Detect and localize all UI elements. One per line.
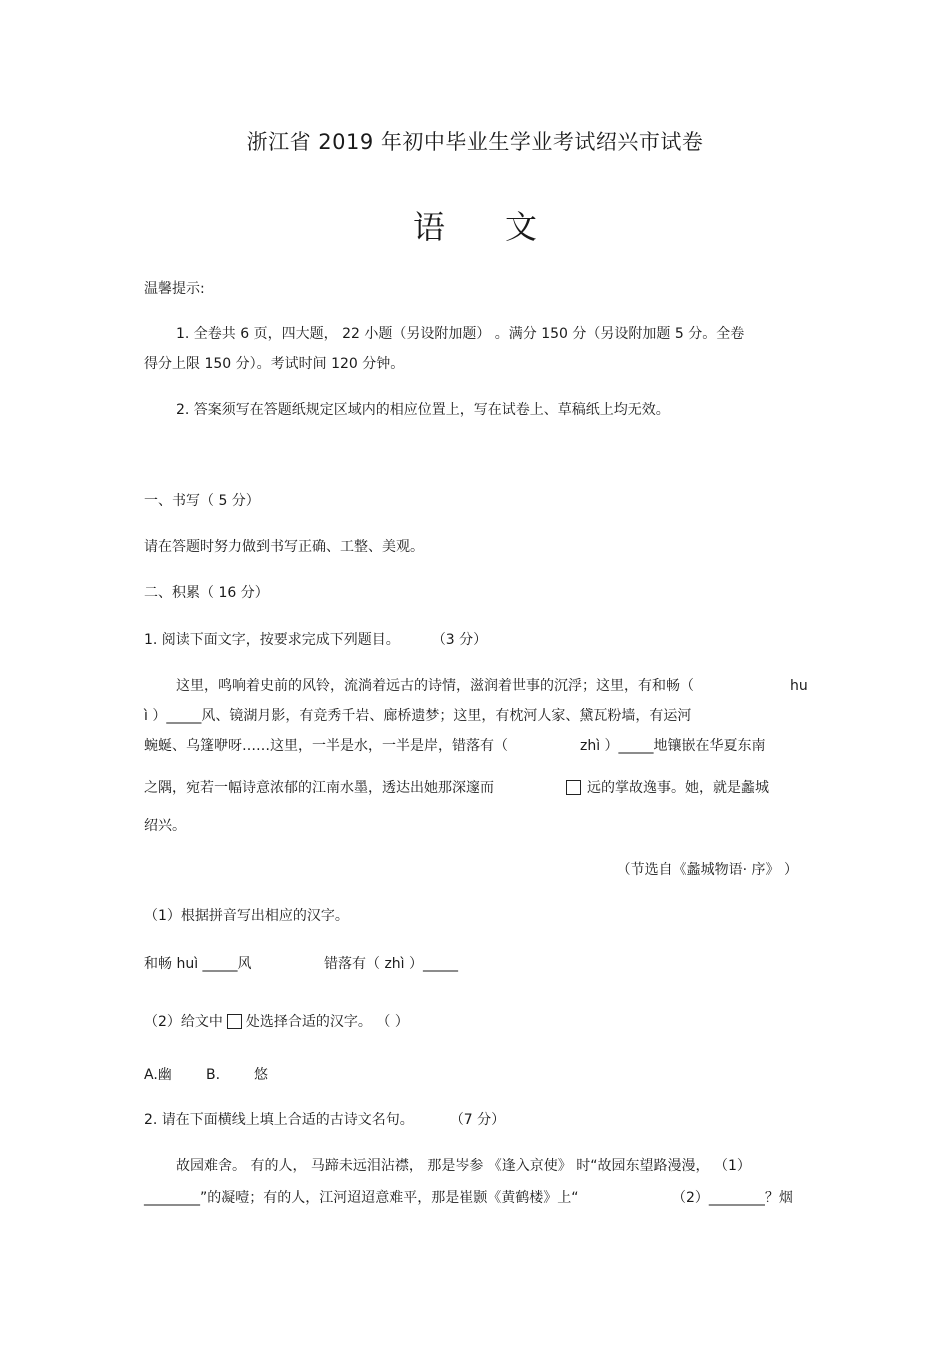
q2-stem-text: 2. 请在下面横线上填上合适的古诗文名句。 xyxy=(144,1112,414,1128)
blank-box xyxy=(566,780,581,795)
exam-title: 浙江省 2019 年初中毕业生学业考试绍兴市试卷 xyxy=(246,130,704,154)
notice-item-2: 2. 答案须写在答题纸规定区域内的相应位置上，写在试卷上、草稿纸上均无效。 xyxy=(176,402,670,418)
q1-stem-text: 1. 阅读下面文字，按要求完成下列题目。 xyxy=(144,632,400,648)
subject-heading xyxy=(0,207,950,247)
q1-passage-line-4: 之隅，宛若一幅诗意浓郁的江南水墨，透达出她那深邃而 xyxy=(144,780,494,796)
q2-score: （7 分） xyxy=(449,1112,506,1128)
q1-option-b-text: 悠 xyxy=(254,1067,268,1083)
q1-option-a: A.幽 xyxy=(144,1067,172,1083)
q1-sub1: （1）根据拼音写出相应的汉字。 xyxy=(144,908,349,924)
q2-passage-line-2-end: （2）________？烟 xyxy=(672,1190,793,1206)
q1-source: （节选自《蠡城物语· 序》 ） xyxy=(616,862,798,878)
notice-item-1: 1. 全卷共 6 页，四大题， 22 小题（另设附加题） 。满分 150 分（另设附加题 5 分。全卷 xyxy=(176,326,745,342)
blank-box xyxy=(227,1014,242,1029)
notice-item-1-cont: 得分上限 150 分）。考试时间 120 分钟。 xyxy=(144,356,405,372)
q1-passage-line-3-end: zhì ）_____地镶嵌在华夏东南 xyxy=(580,738,766,754)
q1-fill-b: 错落有（ zhì ）_____ xyxy=(324,956,459,972)
notice-heading: 温馨提示: xyxy=(144,281,205,297)
q1-score: （3 分） xyxy=(431,632,488,648)
section2-heading: 二、积累（ 16 分） xyxy=(144,585,269,601)
subject-char: 文 xyxy=(505,208,538,246)
q1-passage-line-4-tail: 远的掌故逸事。她，就是蠡城 xyxy=(587,780,769,796)
subject-char: 语 xyxy=(412,208,445,246)
section1-text: 请在答题时努力做到书写正确、工整、美观。 xyxy=(144,539,424,555)
section1-heading: 一、书写（ 5 分） xyxy=(144,493,260,509)
q1-passage-line-5: 绍兴。 xyxy=(144,818,186,834)
q1-passage-line-1: 这里，鸣响着史前的风铃，流淌着远古的诗情，滋润着世事的沉浮；这里，有和畅（ xyxy=(176,678,694,694)
q1-stem xyxy=(144,630,487,650)
q1-option-b: B. xyxy=(206,1067,221,1083)
q1-passage-line-4-end xyxy=(566,778,769,798)
q1-sub2-text: （2）给文中 xyxy=(144,1014,223,1030)
q2-passage-line-1: 故园难舍。 有的人， 马蹄未远泪沾襟， 那是岑参 《逢入京使》 时“故园东望路漫漫， （1） xyxy=(176,1158,751,1174)
q1-passage-pinyin: hu xyxy=(790,678,808,694)
q1-passage-line-3: 蜿蜒、乌篷咿呀……这里，一半是水，一半是岸，错落有（ xyxy=(144,738,508,754)
q2-passage-line-2: ________”的凝噎；有的人，江河迢迢意难平，那是崔颢《黄鹤楼》上“ xyxy=(144,1190,579,1206)
q1-sub2-tail: 处选择合适的汉字。 （ ） xyxy=(245,1014,409,1030)
q1-fill-a: 和畅 huì _____风 xyxy=(144,956,252,972)
q1-passage-line-2: ì ）_____风、镜湖月影，有竞秀千岩、廊桥遗梦；这里，有枕河人家、黛瓦粉墙，有运河 xyxy=(144,708,692,724)
q2-stem xyxy=(144,1110,505,1130)
q1-sub2 xyxy=(144,1012,409,1032)
